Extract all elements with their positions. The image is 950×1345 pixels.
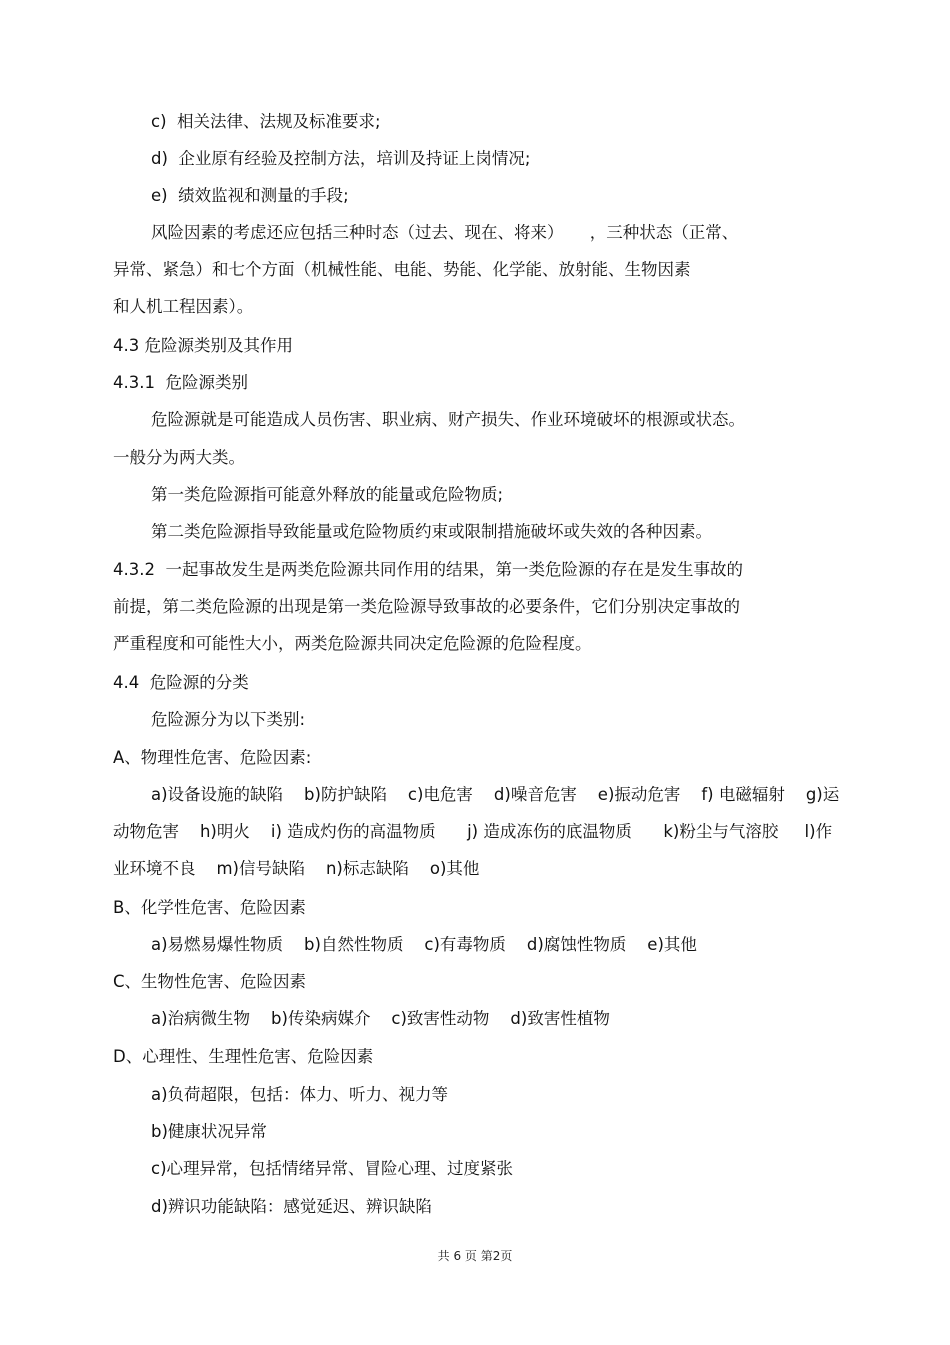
text-line: 危险源分为以下类别: — [151, 710, 306, 729]
text-line: 第一类危险源指可能意外释放的能量或危险物质; — [151, 485, 504, 504]
text-line: a)设备设施的缺陷 b)防护缺陷 c)电危害 d)噪音危害 e)振动危害 f) 电磁辐射 g)运 — [151, 785, 840, 804]
category-heading: B、化学性危害、危险因素 — [113, 898, 306, 917]
text-line: d) 企业原有经验及控制方法，培训及持证上岗情况; — [151, 149, 531, 168]
text-line: a)负荷超限，包括：体力、听力、视力等 — [151, 1085, 449, 1104]
page-footer: 共 6 页 第2页 — [437, 1249, 513, 1263]
text-line: 前提，第二类危险源的出现是第一类危险源导致事故的必要条件，它们分别决定事故的 — [113, 597, 740, 616]
text-line: 一般分为两大类。 — [113, 448, 245, 467]
text-line: 动物危害 h)明火 i) 造成灼伤的高温物质 j) 造成冻伤的底温物质 k)粉尘与气溶胶 l)作 — [113, 822, 833, 841]
category-heading: A、物理性危害、危险因素: — [113, 748, 312, 767]
text-line: c)心理异常，包括情绪异常、冒险心理、过度紧张 — [151, 1159, 514, 1178]
text-line: 4.3.2 一起事故发生是两类危险源共同作用的结果，第一类危险源的存在是发生事故的 — [113, 560, 743, 579]
text-line: a)治病微生物 b)传染病媒介 c)致害性动物 d)致害性植物 — [151, 1009, 610, 1028]
category-heading: C、生物性危害、危险因素 — [113, 972, 307, 991]
text-line: 第二类危险源指导致能量或危险物质约束或限制措施破坏或失效的各种因素。 — [151, 522, 712, 541]
text-line: e) 绩效监视和测量的手段; — [151, 186, 349, 205]
text-line: 危险源就是可能造成人员伤害、职业病、财产损失、作业环境破坏的根源或状态。 — [151, 410, 745, 429]
text-line: a)易燃易爆性物质 b)自然性物质 c)有毒物质 d)腐蚀性物质 e)其他 — [151, 935, 697, 954]
text-line: 严重程度和可能性大小，两类危险源共同决定危险源的危险程度。 — [113, 634, 592, 653]
text-line: 风险因素的考虑还应包括三种时态（过去、现在、将来） ，三种状态（正常、 — [151, 223, 739, 242]
section-heading: 4.3 危险源类别及其作用 — [113, 336, 293, 355]
section-heading: 4.3.1 危险源类别 — [113, 373, 248, 392]
text-line: d)辨识功能缺陷：感觉延迟、辨识缺陷 — [151, 1197, 432, 1216]
text-line: c) 相关法律、法规及标准要求; — [151, 112, 381, 131]
text-line: 异常、紧急）和七个方面（机械性能、电能、势能、化学能、放射能、生物因素 — [113, 260, 691, 279]
section-heading: 4.4 危险源的分类 — [113, 673, 249, 692]
text-line: b)健康状况异常 — [151, 1122, 267, 1141]
text-line: 和人机工程因素）。 — [113, 297, 254, 316]
text-line: 业环境不良 m)信号缺陷 n)标志缺陷 o)其他 — [113, 859, 480, 878]
category-heading: D、心理性、生理性危害、危险因素 — [113, 1047, 374, 1066]
